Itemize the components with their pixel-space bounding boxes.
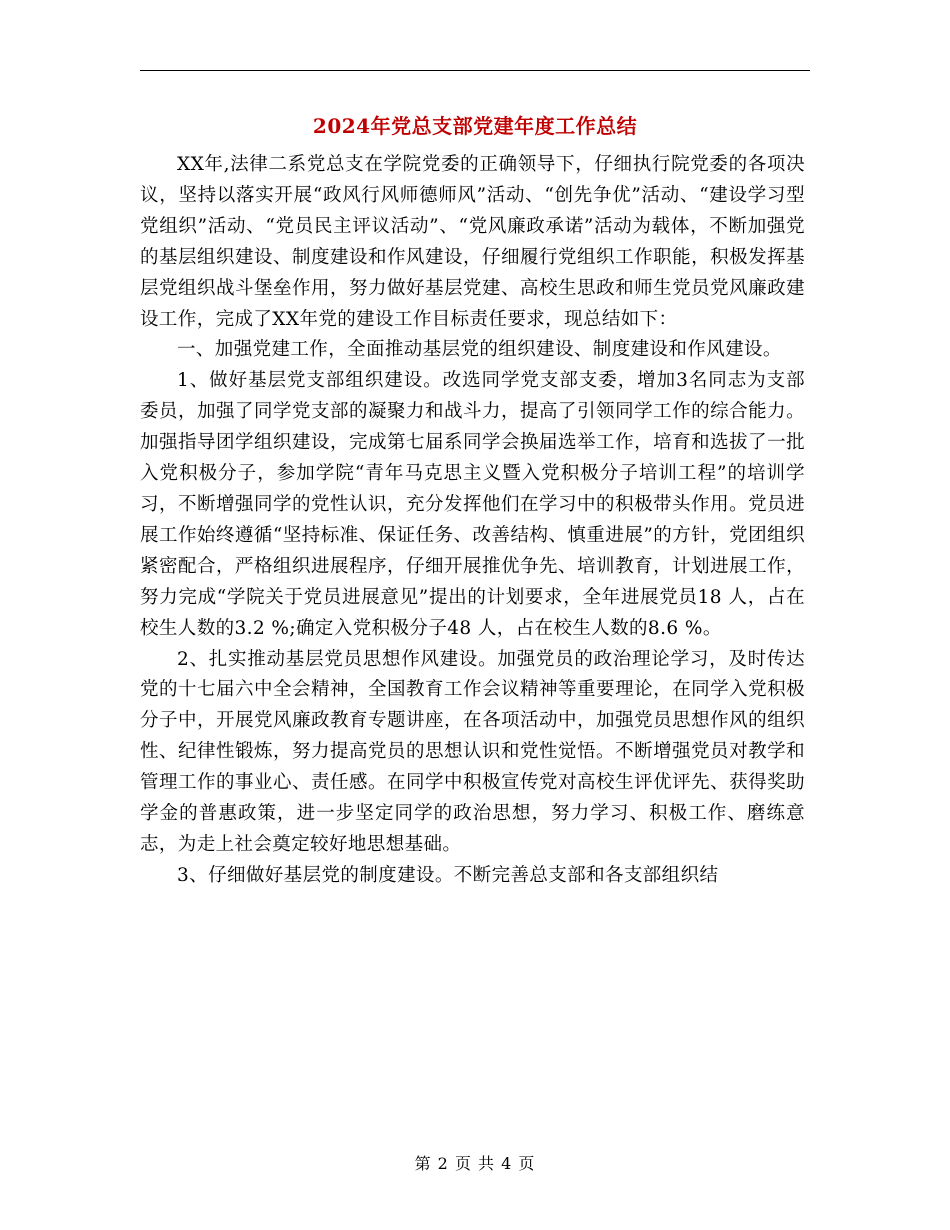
document-title: 2024年党总支部党建年度工作总结 xyxy=(312,114,638,138)
section-heading-1: 一、加强党建工作，全面推动基层党的组织建设、制度建设和作风建设。 xyxy=(177,339,782,361)
item-paragraph-3: 3、仔细做好基层党的制度建设。不断完善总支部和各支部组织结 xyxy=(177,864,719,886)
page-number-footer: 第 2 页 共 4 页 xyxy=(414,1154,536,1173)
item-paragraph-1: 1、做好基层党支部组织建设。改选同学党支部支委，增加3名同志为支部委员，加强了同学党支部的凝聚力和战斗力，提高了引领同学工作的综合能力。加强指导团学组织建设，完成第七届系同学会换届选举工作，培育和选拔了一批入党积极分子，参加学院“青年马克思主义暨入党积极分子培训工程”的培训学习，不断增强同学的党性认识，充分发挥他们在学习中的积极带头作用。党员进展工作始终遵循“坚持标准、保证任务、改善结构、慎重进展”的方针，党团组织紧密配合，严格组织进展程序，仔细开展推优争先、培训教育，计划进展工作，努力完成“学院关于党员进展意见”提出的计划要求，全年进展党员18 人，占在校生人数的3.2 %;确定入党积极分子48 人，占在校生人数的8.6 %。 xyxy=(140,370,805,639)
item-paragraph-2: 2、扎实推动基层党员思想作风建设。加强党员的政治理论学习，及时传达党的十七届六中全会精神，全国教育工作会议精神等重要理论，在同学入党积极分子中，开展党风廉政教育专题讲座，在各项活动中，加强党员思想作风的组织性、纪律性锻炼，努力提高党员的思想认识和党性觉悟。不断增强党员对教学和管理工作的事业心、责任感。在同学中积极宣传党对高校生评优评先、获得奖助学金的普惠政策，进一步坚定同学的政治思想，努力学习、积极工作、磨练意志，为走上社会奠定较好地思想基础。 xyxy=(140,648,805,855)
document-body xyxy=(140,150,805,892)
intro-paragraph: XX年,法律二系党总支在学院党委的正确领导下，仔细执行院党委的各项决议，坚持以落实开展“政风行风师德师风”活动、“创先争优”活动、“建设学习型党组织”活动、“党员民主评议活动”、“党风廉政承诺”活动为载体，不断加强党的基层组织建设、制度建设和作风建设，仔细履行党组织工作职能，积极发挥基层党组织战斗堡垒作用，努力做好基层党建、高校生思政和师生党员党风廉政建设工作，完成了XX年党的建设工作目标责任要求，现总结如下： xyxy=(140,154,805,330)
header-rule xyxy=(140,70,810,71)
